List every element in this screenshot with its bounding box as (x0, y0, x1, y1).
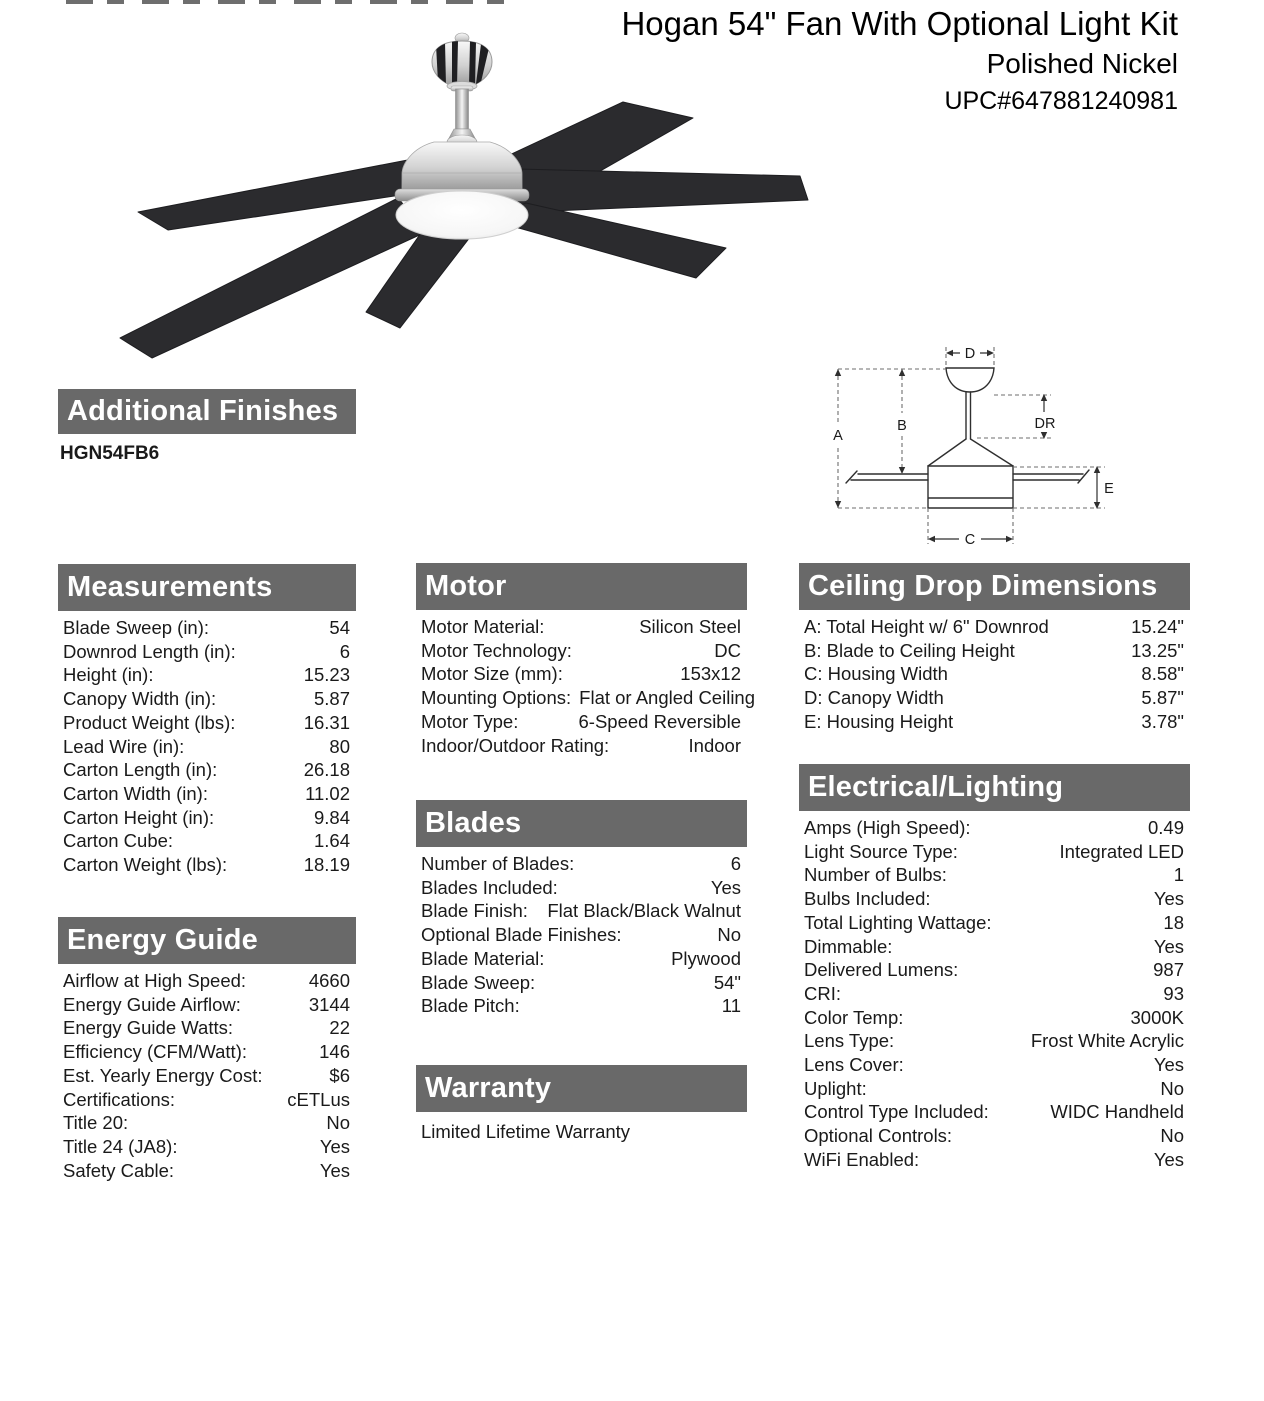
section-header-motor: Motor (416, 563, 747, 610)
spec-label: Amps (High Speed): (804, 817, 971, 838)
spec-row (421, 876, 741, 900)
spec-value: 153x12 (680, 663, 741, 685)
spec-row (421, 615, 741, 639)
spec-label: Optional Blade Finishes: (421, 924, 622, 946)
spec-label: Bulbs Included: (804, 888, 931, 910)
spec-value: 4660 (308, 970, 350, 991)
spec-label: E: Housing Height (804, 710, 954, 732)
spec-label: Energy Guide Watts: (63, 1017, 233, 1039)
fan-light-lens (396, 191, 528, 239)
spec-label: Motor Size (mm): (421, 663, 563, 685)
spec-row (804, 816, 1184, 840)
spec-value: Frost White Acrylic (1030, 1030, 1184, 1052)
section-measurements (58, 564, 356, 877)
spec-row (421, 994, 741, 1018)
spec-row (63, 969, 350, 993)
spec-row (63, 782, 350, 806)
section-warranty (416, 1065, 747, 1143)
spec-label: A: Total Height w/ 6" Downrod (804, 616, 1049, 637)
diagram-label-dr: DR (1034, 416, 1056, 432)
spec-row (421, 947, 741, 971)
spec-value: 16.31 (303, 711, 350, 733)
spec-row (63, 829, 350, 853)
fan-motor-housing (402, 142, 522, 189)
spec-value: 18 (1163, 911, 1184, 933)
diagram-housing (928, 466, 1013, 508)
spec-row (63, 853, 350, 877)
spec-row (804, 1006, 1184, 1030)
model-code: HGN54FB6 (60, 443, 160, 464)
spec-value: 1.64 (313, 830, 350, 852)
spec-row (421, 710, 741, 734)
spec-row (63, 1016, 350, 1040)
fan-downrod (456, 89, 469, 129)
spec-value: 6 (730, 853, 741, 874)
spec-label: Carton Length (in): (63, 759, 218, 781)
energy-guide-table (58, 969, 356, 1182)
section-header-ceiling-drop: Ceiling Drop Dimensions (799, 563, 1190, 610)
spec-value: 6-Speed Reversible (578, 710, 741, 732)
diagram-label-a: A (833, 428, 843, 444)
spec-label: Blade Sweep: (421, 971, 536, 993)
spec-row (804, 958, 1184, 982)
spec-value: Yes (1153, 1148, 1184, 1170)
spec-value: No (717, 924, 741, 946)
spec-value: 987 (1153, 959, 1184, 981)
spec-value: Plywood (671, 947, 741, 969)
spec-row (63, 1135, 350, 1159)
spec-row (421, 662, 741, 686)
spec-row (63, 1111, 350, 1135)
spec-label: Canopy Width (in): (63, 688, 217, 710)
spec-value: Yes (319, 1135, 350, 1157)
spec-label: Light Source Type: (804, 840, 958, 862)
spec-label: Delivered Lumens: (804, 959, 959, 981)
spec-row (63, 640, 350, 664)
spec-label: Height (in): (63, 664, 154, 686)
spec-label: B: Blade to Ceiling Height (804, 639, 1015, 661)
spec-row (421, 971, 741, 995)
spec-row (804, 639, 1184, 663)
spec-row (804, 1077, 1184, 1101)
spec-value: 8.58" (1141, 663, 1184, 685)
motor-table (416, 615, 756, 757)
spec-row (63, 1040, 350, 1064)
diagram-right-blade (1013, 470, 1089, 483)
spec-row (63, 993, 350, 1017)
spec-value: $6 (329, 1064, 350, 1086)
spec-label: Lens Cover: (804, 1054, 904, 1076)
spec-value: 13.25" (1131, 639, 1184, 661)
spec-value: 0.49 (1147, 817, 1184, 838)
spec-label: Control Type Included: (804, 1101, 989, 1123)
spec-label: Certifications: (63, 1088, 176, 1110)
electrical-table (799, 816, 1190, 1172)
spec-value: 15.23 (303, 664, 350, 686)
spec-label: Blade Sweep (in): (63, 617, 210, 638)
product-upc: UPC#647881240981 (944, 87, 1178, 115)
spec-value: 11.02 (305, 782, 350, 804)
spec-label: Safety Cable: (63, 1159, 175, 1181)
spec-value: 5.87" (1141, 687, 1184, 709)
spec-row (421, 686, 756, 710)
spec-value: 80 (329, 735, 350, 757)
spec-label: C: Housing Width (804, 663, 948, 685)
spec-value: 1 (1173, 864, 1184, 886)
spec-row (421, 639, 741, 663)
spec-label: Energy Guide Airflow: (63, 993, 241, 1015)
spec-value: cETLus (287, 1088, 350, 1110)
spec-row (804, 982, 1184, 1006)
spec-value: Yes (710, 876, 741, 898)
spec-value: Flat Black/Black Walnut (547, 900, 741, 922)
spec-value: 54" (713, 971, 741, 993)
section-blades (416, 800, 747, 1018)
diagram-left-blade (846, 471, 928, 483)
spec-label: Mounting Options: (421, 687, 572, 709)
section-header-measurements: Measurements (58, 564, 356, 611)
diagram-label-c: C (964, 532, 976, 548)
spec-value: Flat or Angled Ceiling (579, 687, 756, 709)
spec-value: Yes (1153, 888, 1184, 910)
spec-label: D: Canopy Width (804, 687, 944, 709)
spec-value: 18.19 (303, 854, 350, 876)
spec-label: Carton Width (in): (63, 782, 208, 804)
section-electrical-lighting (799, 764, 1190, 1172)
spec-label: Blade Material: (421, 947, 545, 969)
spec-label: Dimmable: (804, 935, 893, 957)
spec-label: Downrod Length (in): (63, 640, 236, 662)
spec-row (804, 935, 1184, 959)
spec-value: 3.78" (1141, 710, 1184, 732)
spec-value: 3144 (308, 993, 350, 1015)
section-header-blades: Blades (416, 800, 747, 847)
section-header-warranty: Warranty (416, 1065, 747, 1112)
spec-label: Product Weight (lbs): (63, 711, 236, 733)
spec-row (804, 863, 1184, 887)
spec-value: 11 (721, 995, 741, 1017)
dimension-diagram (820, 335, 1150, 560)
spec-row (804, 1100, 1184, 1124)
spec-label: Uplight: (804, 1077, 867, 1099)
spec-value: Yes (319, 1159, 350, 1181)
cropped-text-top (66, 0, 522, 4)
spec-value: 26.18 (303, 759, 350, 781)
diagram-label-e: E (1104, 481, 1114, 497)
spec-value: 54 (329, 617, 350, 638)
spec-label: WiFi Enabled: (804, 1148, 920, 1170)
product-title: Hogan 54" Fan With Optional Light Kit (621, 5, 1178, 42)
spec-label: Lead Wire (in): (63, 735, 185, 757)
spec-row (804, 686, 1184, 710)
spec-row (421, 899, 741, 923)
spec-value: 9.84 (313, 806, 350, 828)
spec-label: CRI: (804, 982, 841, 1004)
spec-row (63, 1088, 350, 1112)
diagram-downrod (966, 392, 971, 439)
spec-row (63, 687, 350, 711)
spec-label: Title 20: (63, 1112, 129, 1134)
spec-label: Est. Yearly Energy Cost: (63, 1064, 263, 1086)
section-ceiling-drop-dimensions (799, 563, 1190, 734)
section-motor (416, 563, 756, 757)
spec-label: Optional Controls: (804, 1125, 953, 1147)
spec-row (804, 1148, 1184, 1172)
spec-value: Integrated LED (1059, 840, 1184, 862)
spec-label: Blades Included: (421, 876, 558, 898)
diagram-label-d: D (964, 346, 976, 362)
spec-label: Total Lighting Wattage: (804, 911, 992, 933)
spec-value: No (1160, 1125, 1184, 1147)
spec-row (63, 758, 350, 782)
spec-row (421, 852, 741, 876)
spec-value: 146 (319, 1041, 350, 1063)
spec-row (63, 663, 350, 687)
spec-label: Blade Finish: (421, 900, 528, 922)
blades-table (416, 852, 747, 1018)
spec-row (63, 1159, 350, 1183)
spec-label: Motor Type: (421, 710, 519, 732)
spec-row (804, 615, 1184, 639)
spec-value: 22 (329, 1017, 350, 1039)
spec-value: Yes (1153, 935, 1184, 957)
spec-value: WIDC Handheld (1050, 1101, 1184, 1123)
spec-label: Blade Pitch: (421, 995, 520, 1017)
section-header-additional-finishes: Additional Finishes (58, 389, 356, 434)
section-additional-finishes (58, 389, 356, 465)
spec-row (804, 1029, 1184, 1053)
measurements-table (58, 616, 356, 877)
spec-label: Number of Bulbs: (804, 864, 947, 886)
spec-value: 6 (339, 640, 350, 662)
spec-row (804, 911, 1184, 935)
section-energy-guide (58, 917, 356, 1182)
fan-product-image (80, 22, 820, 367)
warranty-text: Limited Lifetime Warranty (421, 1121, 631, 1142)
spec-label: Carton Weight (lbs): (63, 854, 228, 876)
spec-label: Motor Material: (421, 616, 545, 637)
diagram-canopy (946, 368, 994, 392)
spec-row (63, 616, 350, 640)
spec-value: Indoor (688, 734, 741, 756)
spec-label: Color Temp: (804, 1006, 904, 1028)
spec-label: Efficiency (CFM/Watt): (63, 1041, 247, 1063)
spec-value: Silicon Steel (639, 616, 741, 637)
spec-label: Lens Type: (804, 1030, 895, 1052)
spec-label: Carton Height (in): (63, 806, 215, 828)
spec-value: No (326, 1112, 350, 1134)
spec-row (63, 1064, 350, 1088)
spec-label: Indoor/Outdoor Rating: (421, 734, 610, 756)
spec-row (63, 806, 350, 830)
diagram-label-b: B (897, 418, 907, 434)
spec-value: 93 (1163, 982, 1184, 1004)
spec-row (804, 887, 1184, 911)
spec-value: No (1160, 1077, 1184, 1099)
spec-label: Motor Technology: (421, 639, 572, 661)
section-header-electrical: Electrical/Lighting (799, 764, 1190, 811)
spec-row (804, 662, 1184, 686)
spec-row (421, 734, 741, 758)
spec-row (804, 1053, 1184, 1077)
spec-label: Title 24 (JA8): (63, 1135, 178, 1157)
spec-row (63, 711, 350, 735)
spec-row (804, 840, 1184, 864)
ceiling-drop-table (799, 615, 1190, 734)
spec-label: Carton Cube: (63, 830, 174, 852)
product-finish-name: Polished Nickel (986, 48, 1178, 79)
spec-row (63, 735, 350, 759)
spec-row (804, 1124, 1184, 1148)
spec-value: 15.24" (1131, 616, 1184, 637)
spec-label: Airflow at High Speed: (63, 970, 247, 991)
spec-value: 3000K (1130, 1006, 1184, 1028)
spec-row (421, 923, 741, 947)
section-header-energy-guide: Energy Guide (58, 917, 356, 964)
spec-value: DC (714, 639, 741, 661)
spec-value: Yes (1153, 1054, 1184, 1076)
spec-row (804, 710, 1184, 734)
spec-label: Number of Blades: (421, 853, 575, 874)
spec-value: 5.87 (313, 688, 350, 710)
